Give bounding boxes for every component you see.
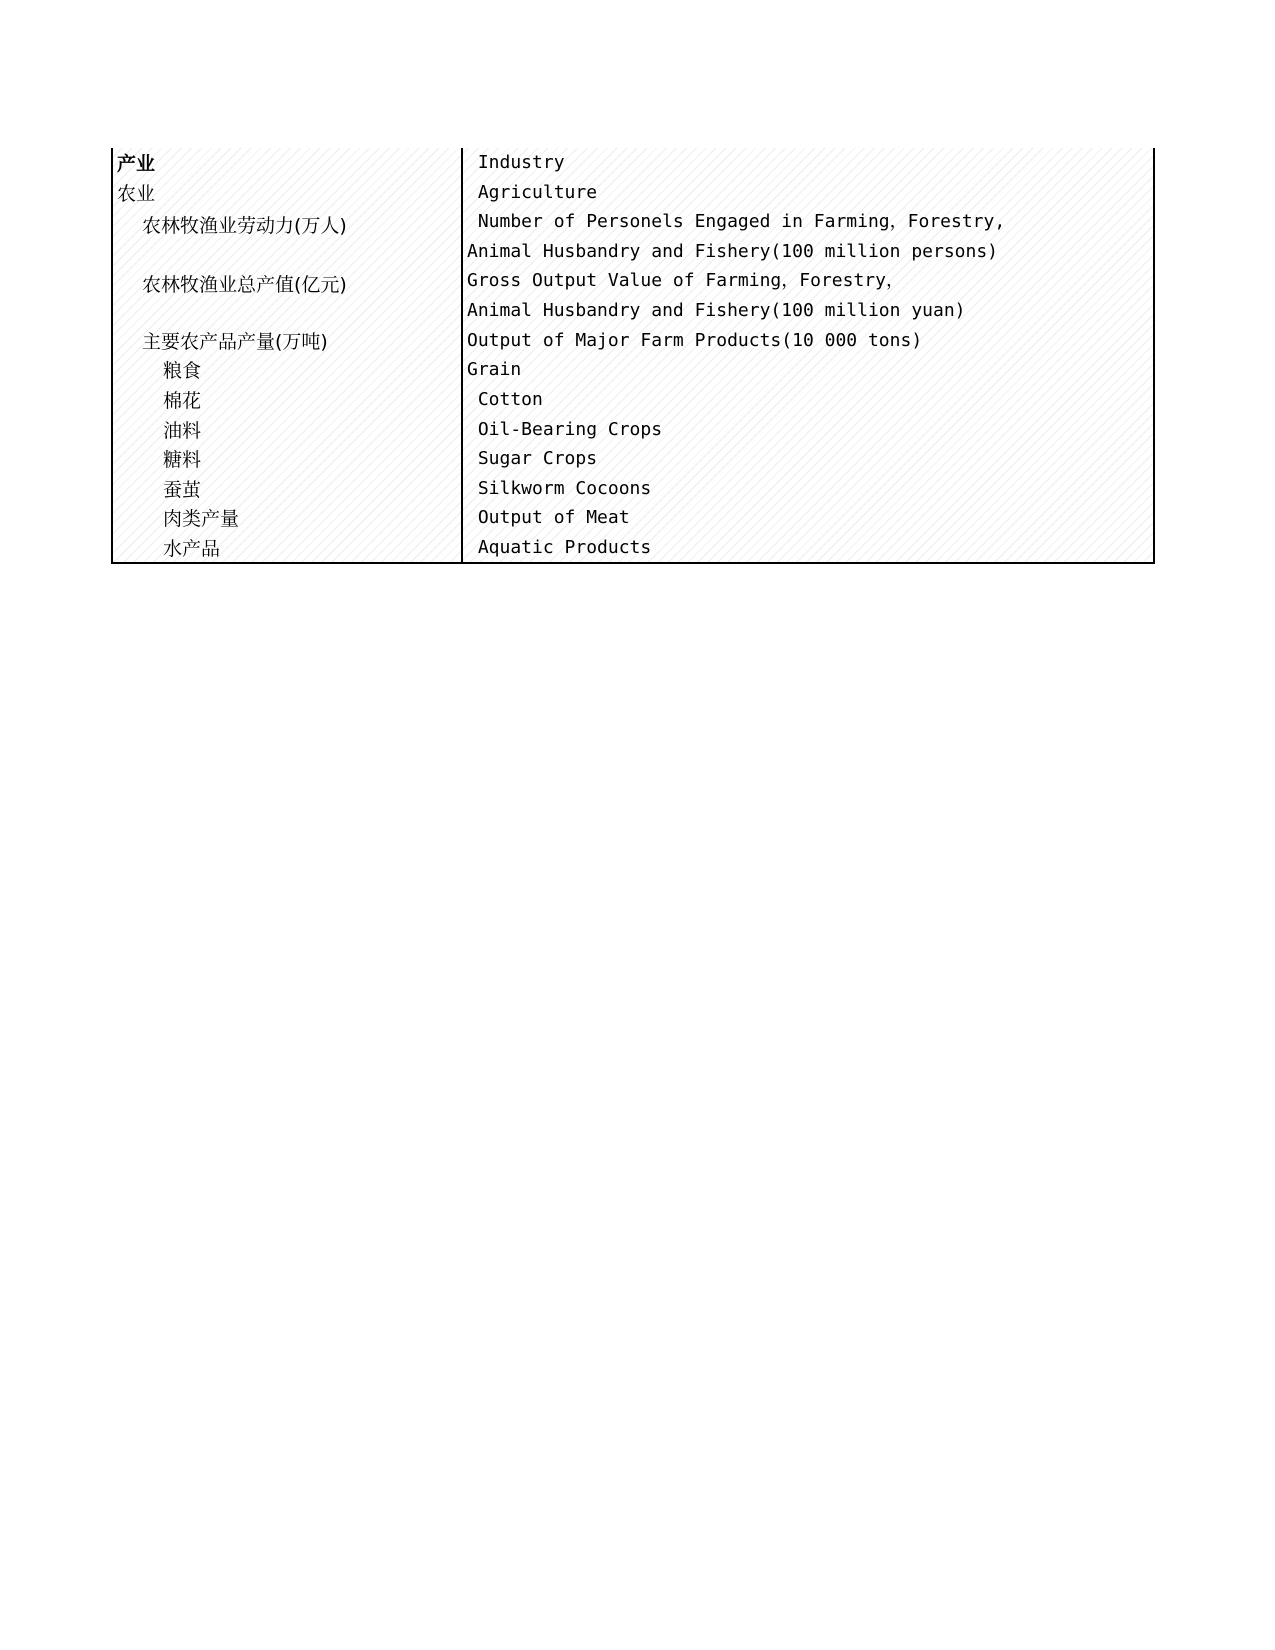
table-row-major-products — [113, 326, 1153, 356]
table-row-sugar — [113, 444, 1153, 474]
cell-cn-aquatic-text: 水产品 — [163, 538, 221, 561]
cell-cn-silkworm-text: 蚕茧 — [163, 478, 202, 501]
cell-en-output-value-line1: Gross Output Value of Farming，Forestry， — [467, 270, 904, 292]
industry-table — [111, 148, 1155, 564]
table-row-labor — [113, 207, 1153, 266]
cell-en-major-products[interactable]: Output of Major Farm Products(10 000 tons) — [467, 329, 923, 351]
cell-en-grain[interactable]: Grain — [467, 359, 522, 381]
cell-en-aquatic[interactable]: Aquatic Products — [467, 537, 652, 559]
cell-cn-grain-text: 粮食 — [163, 360, 202, 383]
cell-en-sugar[interactable]: Sugar Crops — [467, 448, 598, 470]
cell-cn-major-products[interactable] — [113, 326, 463, 356]
cell-cn-aquatic[interactable] — [113, 533, 463, 563]
cell-cn-grain[interactable] — [113, 355, 463, 385]
cell-cn-sugar-text: 糖料 — [163, 449, 202, 472]
cell-en-industry[interactable]: Industry — [467, 152, 565, 174]
table-row-silkworm — [113, 474, 1153, 504]
cell-cn-sugar[interactable] — [113, 444, 463, 474]
table-row-agriculture — [113, 178, 1153, 208]
cell-en-cotton[interactable]: Cotton — [467, 389, 543, 411]
cell-cn-oil[interactable] — [113, 414, 463, 444]
cell-cn-output-value[interactable] — [113, 266, 463, 325]
cell-en-output-value[interactable] — [463, 266, 1153, 325]
cell-cn-silkworm[interactable] — [113, 474, 463, 504]
table-row-grain — [113, 355, 1153, 385]
cell-cn-industry[interactable]: 产业 — [113, 148, 463, 178]
table-row-output-value — [113, 266, 1153, 325]
table-row-cotton — [113, 385, 1153, 415]
cell-en-agriculture[interactable]: Agriculture — [467, 181, 598, 203]
cell-cn-oil-text: 油料 — [163, 419, 202, 442]
cell-cn-meat-text: 肉类产量 — [163, 508, 240, 531]
cell-cn-cotton-text: 棉花 — [163, 390, 202, 413]
cell-cn-meat[interactable] — [113, 503, 463, 533]
cell-cn-major-products-text: 主要农产品产量(万吨) — [142, 330, 328, 353]
cell-en-labor-line1: Number of Personels Engaged in Farming，Forestry, — [467, 211, 1006, 233]
cell-en-meat[interactable]: Output of Meat — [467, 507, 630, 529]
table-row-industry — [113, 148, 1153, 178]
cell-en-output-value-line2: Animal Husbandry and Fishery(100 million yuan) — [467, 299, 966, 321]
cell-cn-labor-text: 农林牧渔业劳动力(万人) — [142, 215, 347, 238]
cell-cn-agriculture[interactable]: 农业 — [113, 178, 463, 208]
table-row-oil — [113, 414, 1153, 444]
cell-cn-labor[interactable] — [113, 207, 463, 266]
cell-cn-cotton[interactable] — [113, 385, 463, 415]
cell-en-silkworm[interactable]: Silkworm Cocoons — [467, 477, 652, 499]
cell-en-oil[interactable]: Oil-Bearing Crops — [467, 418, 663, 440]
table-row-meat — [113, 503, 1153, 533]
table-row-aquatic — [113, 533, 1153, 563]
cell-en-labor[interactable] — [463, 207, 1153, 266]
cell-cn-output-value-text: 农林牧渔业总产值(亿元) — [142, 274, 347, 297]
cell-en-labor-line2: Animal Husbandry and Fishery(100 million persons) — [467, 240, 999, 262]
